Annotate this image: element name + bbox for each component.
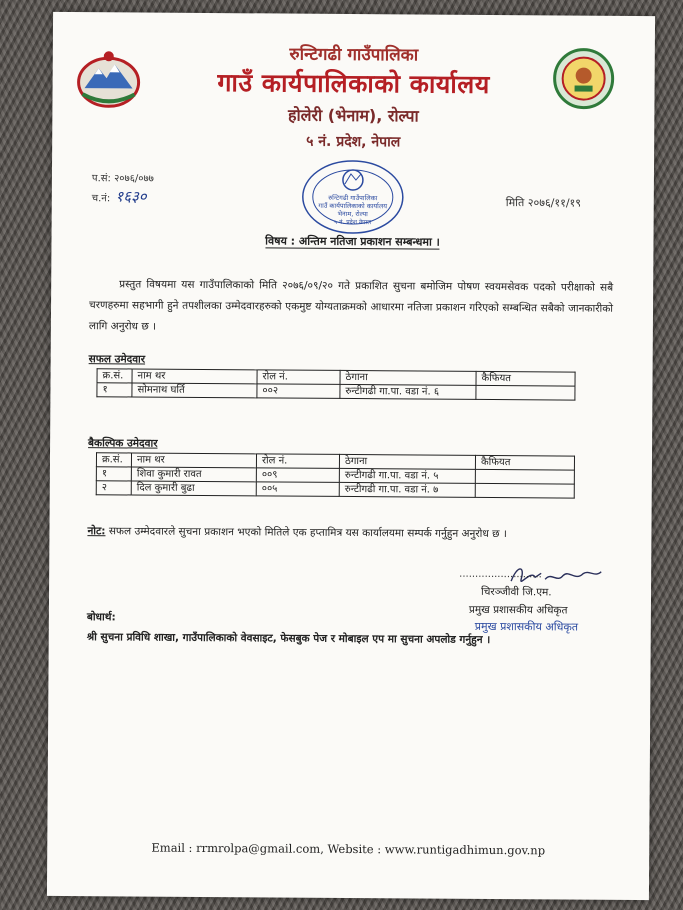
office-stamp-icon — [298, 156, 409, 239]
table-row — [97, 383, 575, 400]
note-label: नोट: — [87, 525, 106, 538]
header-cell: क्र.सं. — [97, 369, 132, 383]
reference-number — [92, 170, 154, 184]
body-paragraph: प्रस्तुत विषयमा यस गाउँपालिकाको मिति २०७६/०९/२० गते प्रकाशित सुचना बमोजिम पोषण स्वयमसेवक पदको परीक्षाको सबै चरणहरुमा सहभागी हुने तपशीलका उम्मेदवारहरुको एकमुष्ट योग्यताक्रमको आधारमा नतिजा प्रकाशन गरिएको सम्बन्धित सबैको जानकारीको लागि अनुरोध छ । — [88, 278, 614, 333]
office-location: होलेरी (भेनाम), रोल्पा — [287, 105, 419, 126]
header-cell: रोल नं. — [257, 370, 340, 385]
svg-text:रुन्टिगढी गाउँपालिका: रुन्टिगढी गाउँपालिका — [328, 193, 378, 203]
document-page — [47, 12, 655, 900]
note-text: सफल उम्मेदवारले सुचना प्रकाशन भएको मितिले एक हप्तामित्र यस कार्यालयमा सम्पर्क गर्नुहुन अनुरोध छ । — [108, 525, 507, 541]
header-cell: क्र.सं. — [96, 453, 131, 467]
svg-text:५ नं. प्रदेश नेपाल: ५ नं. प्रदेश नेपाल — [334, 218, 372, 227]
header-cell: रोल नं. — [256, 454, 339, 469]
table-cell: ००२ — [257, 384, 340, 399]
ps-value: २०७६/०७७ — [114, 173, 154, 185]
cn-value: १६३० — [115, 187, 147, 206]
svg-text:भेनाम, रोल्पा: भेनाम, रोल्पा — [337, 209, 368, 219]
signatory-name: चिरञ्जीवी जि.एम. — [481, 585, 552, 599]
successful-table — [96, 368, 575, 400]
office-title: गाउँ कार्यपालिकाको कार्यालय — [217, 68, 490, 99]
table-cell: शिवा कुमारी रावत — [131, 467, 256, 482]
header-cell: कैफियत — [475, 455, 574, 470]
signatory-title: प्रमुख प्रशासकीय अधिकृत — [468, 603, 568, 617]
table-cell: १ — [97, 383, 132, 397]
alternate-title: बैकल्पिक उमेदवार — [88, 437, 158, 450]
ps-label: प.सं: — [91, 173, 111, 185]
table-cell: ००५ — [256, 482, 339, 497]
table-cell — [475, 483, 574, 498]
signature-dots: .......................... — [459, 568, 542, 581]
table-cell: १ — [96, 467, 131, 481]
cn-label: च.नं: — [91, 193, 111, 205]
dispatch-number — [92, 186, 147, 206]
table-cell — [475, 469, 574, 484]
table-cell — [476, 385, 575, 400]
table-cell: रुन्टीगढी गा.पा. वडा नं. ७ — [339, 482, 475, 497]
subject-text: विषय : अन्तिम नतिजा प्रकाशन सम्बन्धमा । — [265, 234, 440, 249]
table-cell: २ — [96, 481, 131, 495]
header-cell: नाम थर — [131, 453, 256, 468]
footer-contact: Email : rrmrolpa@gmail.com, Website : www.runtigadhimun.gov.np — [151, 840, 546, 858]
cc-label: बोधार्थ: — [86, 611, 116, 624]
document-date: मिति २०७६/११/१९ — [505, 196, 582, 210]
svg-text:गाउँ कार्यपालिकाको कार्यालय: गाउँ कार्यपालिकाको कार्यालय — [318, 201, 388, 211]
office-province: ५ नं. प्रदेश, नेपाल — [306, 133, 401, 151]
municipality-name: रुन्टिगढी गाउँपालिका — [289, 44, 419, 66]
header-cell: नाम थर — [132, 369, 257, 384]
table-cell: ००९ — [256, 468, 339, 483]
header-cell: कैफियत — [476, 371, 575, 386]
table-row — [96, 481, 574, 498]
signatory-stamp: प्रमुख प्रशासकीय अधिकृत — [474, 619, 579, 634]
successful-title: सफल उमेदवार — [88, 353, 146, 366]
table-cell: रुन्टीगढी गा.पा. वडा नं. ६ — [340, 384, 476, 399]
subject-line — [51, 232, 653, 251]
note-line — [87, 524, 617, 542]
header-cell: ठेगाना — [340, 370, 476, 385]
table-cell: रुन्टीगढी गा.पा. वडा नं. ५ — [339, 468, 475, 483]
table-cell: सोमनाथ घर्ति — [132, 383, 257, 398]
cc-text: श्री सुचना प्रविधि शाखा, गाउँपालिकाको वेवसाइट, फेसबुक पेज र मोबाइल एप मा सुचना अपलोड गर्नुहुन । — [86, 631, 491, 646]
table-cell: दिल कुमारी बुढा — [131, 481, 256, 496]
alternate-table — [96, 452, 575, 498]
header-cell: ठेगाना — [339, 454, 475, 469]
